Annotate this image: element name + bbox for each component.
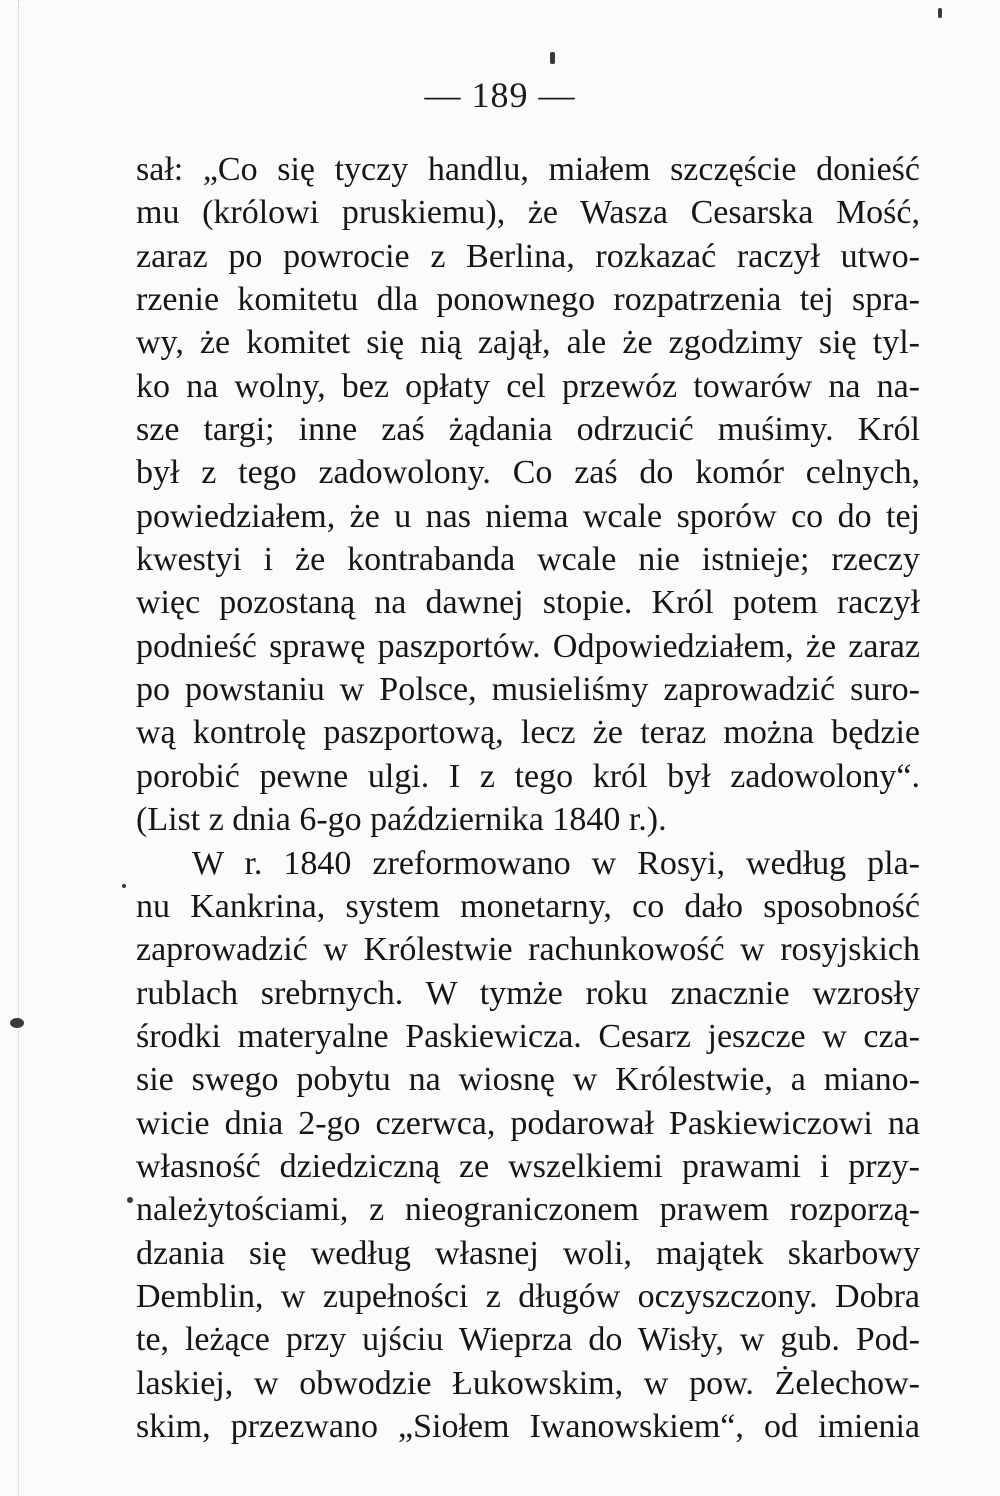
text-line: zaprowadzić w Królestwie rachunkowość w rosyjskich <box>136 931 920 969</box>
text-line: dzania się według własnej woli, majątek skarbowy <box>136 1234 920 1272</box>
text-line: własność dziedziczną ze wszelkiemi prawami i przy- <box>136 1147 920 1185</box>
text-line: skim, przezwano „Siołem Iwanowskiem“, od imienia <box>136 1407 920 1445</box>
text-line: powiedziałem, że u nas niema wcale sporów co do tej <box>136 497 920 535</box>
text-line: sał: „Co się tyczy handlu, miałem szczęście donieść <box>136 151 920 188</box>
text-line-paragraph-start: W r. 1840 zreformowano w Rosyi, według pla- <box>192 844 920 882</box>
body-text <box>136 148 920 1448</box>
text-line: środki materyalne Paskiewicza. Cesarz jeszcze w cza- <box>136 1017 920 1055</box>
text-line: Demblin, w zupełności z długów oczyszczony. Dobra <box>136 1277 920 1315</box>
text-line: rublach srebrnych. W tymże roku znacznie wzrosły <box>136 974 920 1012</box>
text-line-paragraph-end: (List z dnia 6-go października 1840 r.). <box>136 801 667 839</box>
text-line: laskiej, w obwodzie Łukowskim, w pow. Żelechow- <box>136 1364 920 1402</box>
text-line: sie swego pobytu na wiosnę w Królestwie, a miano- <box>136 1061 920 1099</box>
text-line: mu (królowi pruskiemu), że Wasza Cesarska Mość, <box>136 194 920 232</box>
text-line: ko na wolny, bez opłaty cel przewóz towarów na na- <box>136 367 920 405</box>
text-line: zaraz po powrocie z Berlina, rozkazać raczył utwo- <box>136 237 920 275</box>
text-line: po powstaniu w Polsce, musieliśmy zaprowadzić suro- <box>136 671 920 709</box>
text-line: porobić pewne ulgi. I z tego król był zadowolony“. <box>136 757 920 795</box>
text-line: sze targi; inne zaś żądania odrzucić muśimy. Król <box>136 411 920 449</box>
ink-speck <box>127 1197 133 1203</box>
page-number: — 189 — <box>424 75 576 115</box>
text-line: wą kontrolę paszportową, lecz że teraz można będzie <box>136 714 920 752</box>
text-line: wicie dnia 2-go czerwca, podarował Paskiewiczowi na <box>136 1104 920 1142</box>
text-line: wy, że komitet się nią zajął, ale że zgodzimy się tyl- <box>136 324 920 362</box>
text-line: był z tego zadowolony. Co zaś do komór celnych, <box>136 454 920 492</box>
text-line: więc pozostaną na dawnej stopie. Król potem raczył <box>136 584 920 622</box>
text-line: kwestyi i że kontrabanda wcale nie istnieje; rzeczy <box>136 541 920 579</box>
page-spine-edge <box>0 0 19 1496</box>
ink-speck <box>550 52 555 64</box>
ink-speck <box>938 8 942 18</box>
ink-speck <box>10 1018 24 1028</box>
text-line: podnieść sprawę paszportów. Odpowiedziałem, że zaraz <box>136 627 920 665</box>
text-line: rzenie komitetu dla ponownego rozpatrzenia tej spra- <box>136 281 920 319</box>
ink-speck <box>122 884 126 888</box>
text-line: nu Kankrina, system monetarny, co dało sposobność <box>136 887 920 925</box>
text-line: te, leżące przy ujściu Wieprza do Wisły, w gub. Pod- <box>136 1321 920 1359</box>
text-line: należytościami, z nieograniczonem prawem rozporzą- <box>136 1191 920 1229</box>
